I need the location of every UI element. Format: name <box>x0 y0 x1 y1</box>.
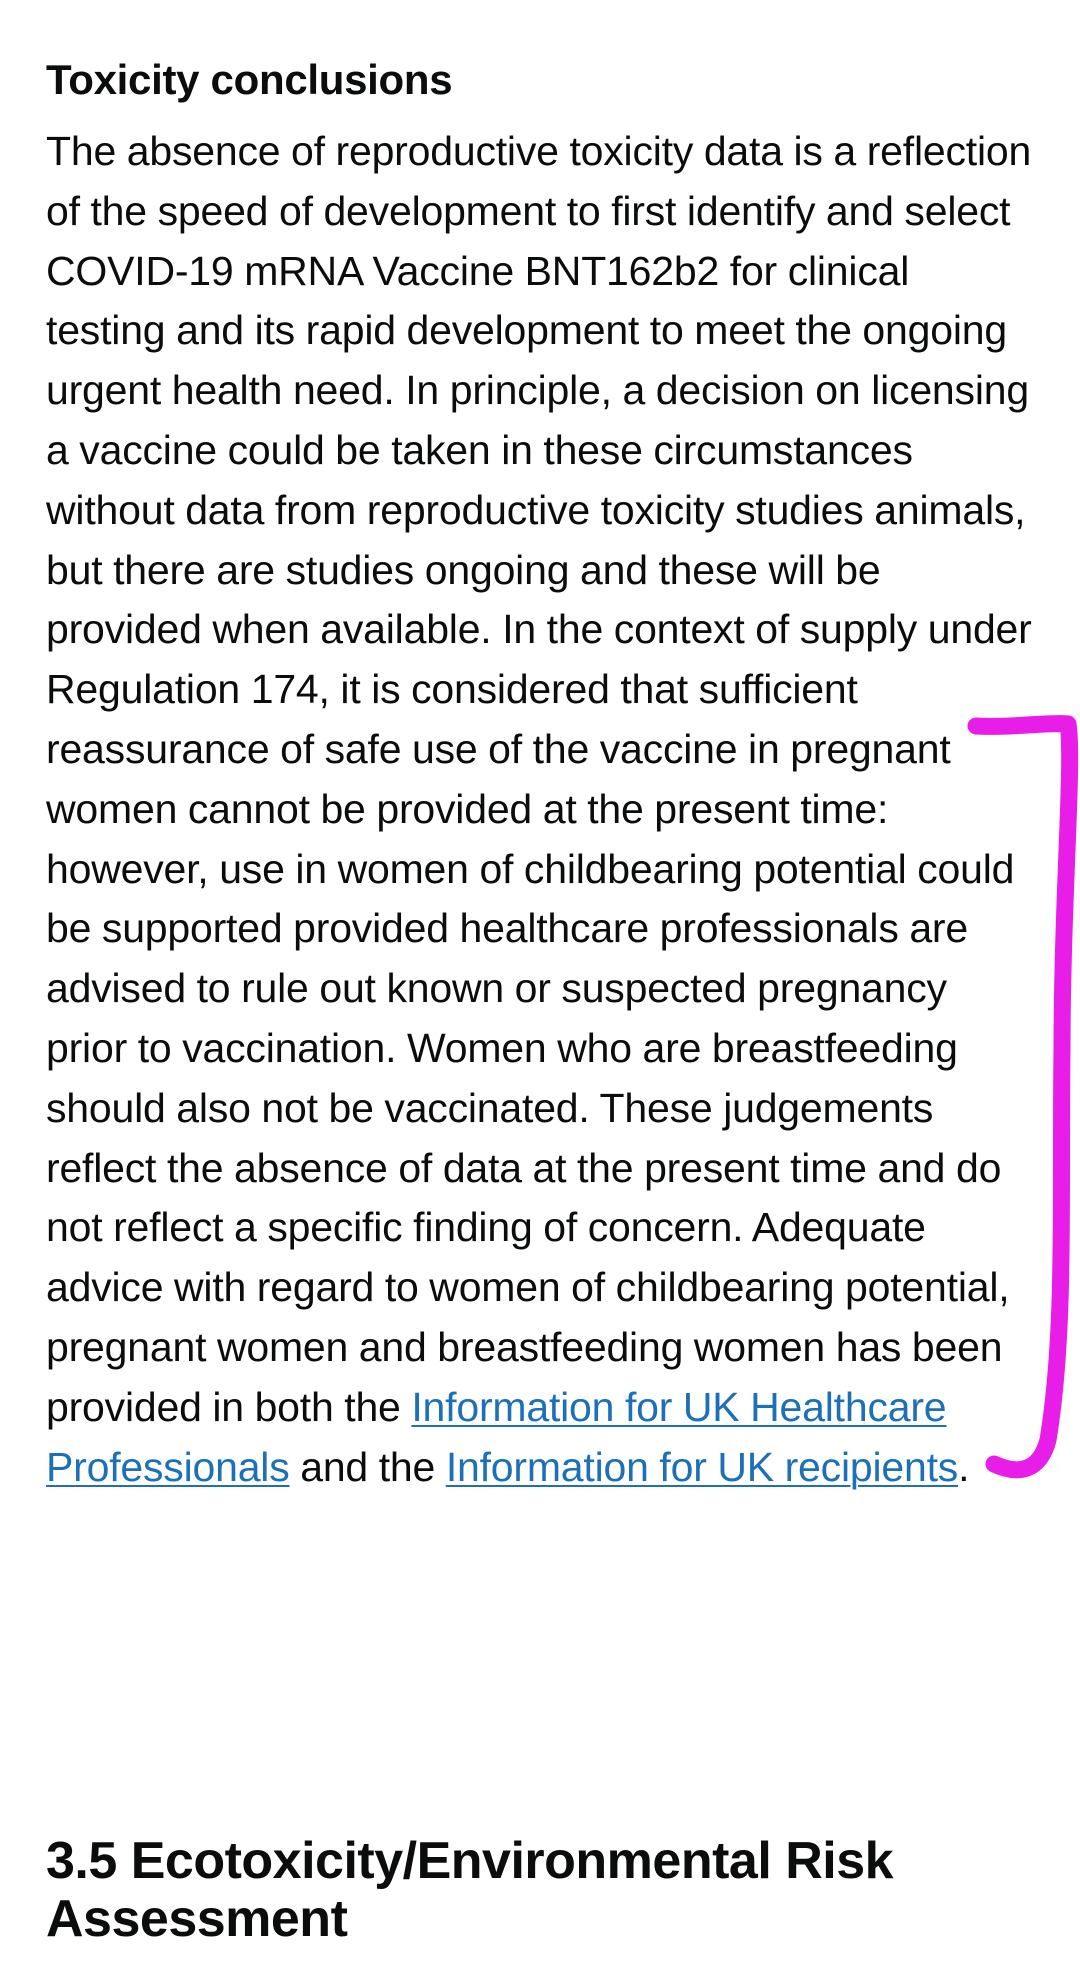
link-uk-recipients[interactable]: Information for UK recipients <box>445 1443 959 1490</box>
paragraph-text: The absence of reproductive toxicity data is a reflection of the speed of development to first identify and select COVID-19 mRNA Vaccine BNT162b2 for clinical testing and its rapid development to meet the ongoing urgent health need. In principle, a decision on licensing a vaccine could be taken in these circumstances without data from reproductive toxicity studies animals, but there are studies ongoing and these will be provided when available. In the context of supply under Regulation 174, it is considered that sufficient reassurance of safe use of the vaccine in pregnant women cannot be provided at the present time: however, use in women of childbearing potential could be supported provided healthcare professionals are advised to rule out known or suspected pregnancy prior to vaccination. Women who are breastfeeding should also not be vaccinated. These judgements reflect the absence of data at the present time and do not reflect a specific finding of concern. Adequate advice with regard to women of childbearing potential, pregnant women and breastfeeding women has been provided in both the <box>46 128 1032 1430</box>
article-content <box>46 50 1036 1497</box>
toxicity-conclusions-heading: Toxicity conclusions <box>46 56 453 103</box>
toxicity-conclusions-paragraph <box>46 122 1036 1497</box>
link-connector-text: and the <box>289 1443 446 1490</box>
link-uk-healthcare-professionals[interactable]: Information for UK Healthcare Professionals <box>46 1383 947 1490</box>
section-heading-ecotoxicity: 3.5 Ecotoxicity/Environmental Risk Assessment <box>46 1832 894 1948</box>
paragraph-end-punctuation: . <box>958 1443 970 1490</box>
